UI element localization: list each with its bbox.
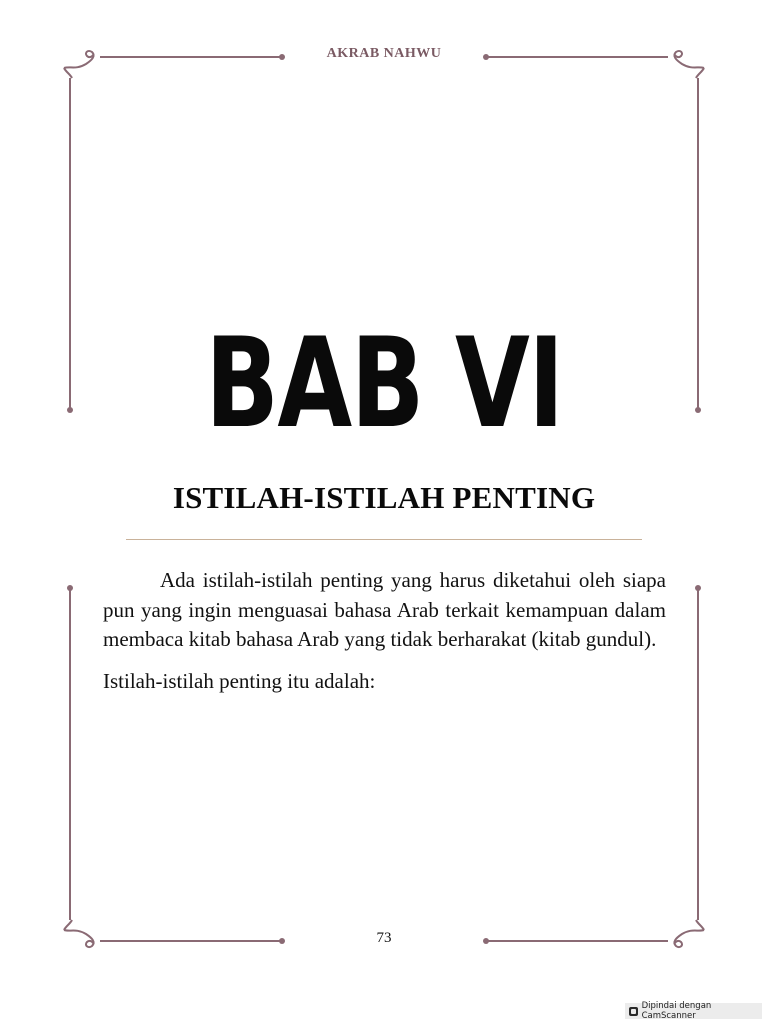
body-text [103,566,666,696]
running-header: AKRAB NAHWU [326,46,442,61]
page-number: 73 [376,930,392,946]
list-lead-paragraph: Istilah-istilah penting itu adalah: [103,668,376,693]
camscanner-icon [629,1007,638,1016]
ornament-dot [67,407,73,413]
chapter-subtitle: ISTILAH-ISTILAH PENTING [172,480,596,515]
scanner-watermark [625,1003,762,1019]
ornament-dot [695,585,701,591]
ornament-dot [67,585,73,591]
title-divider [126,539,642,540]
ornament-dot [695,407,701,413]
watermark-text: Dipindai dengan CamScanner [641,1001,712,1021]
chapter-title: BAB VI [205,312,563,456]
intro-paragraph: Ada istilah-istilah penting yang harus diketahui oleh siapa pun yang ingin menguasai bahasa Arab terkait kemampuan dalam membaca kitab bahasa Arab yang tidak berharakat (kitab gundul). [103,568,666,651]
